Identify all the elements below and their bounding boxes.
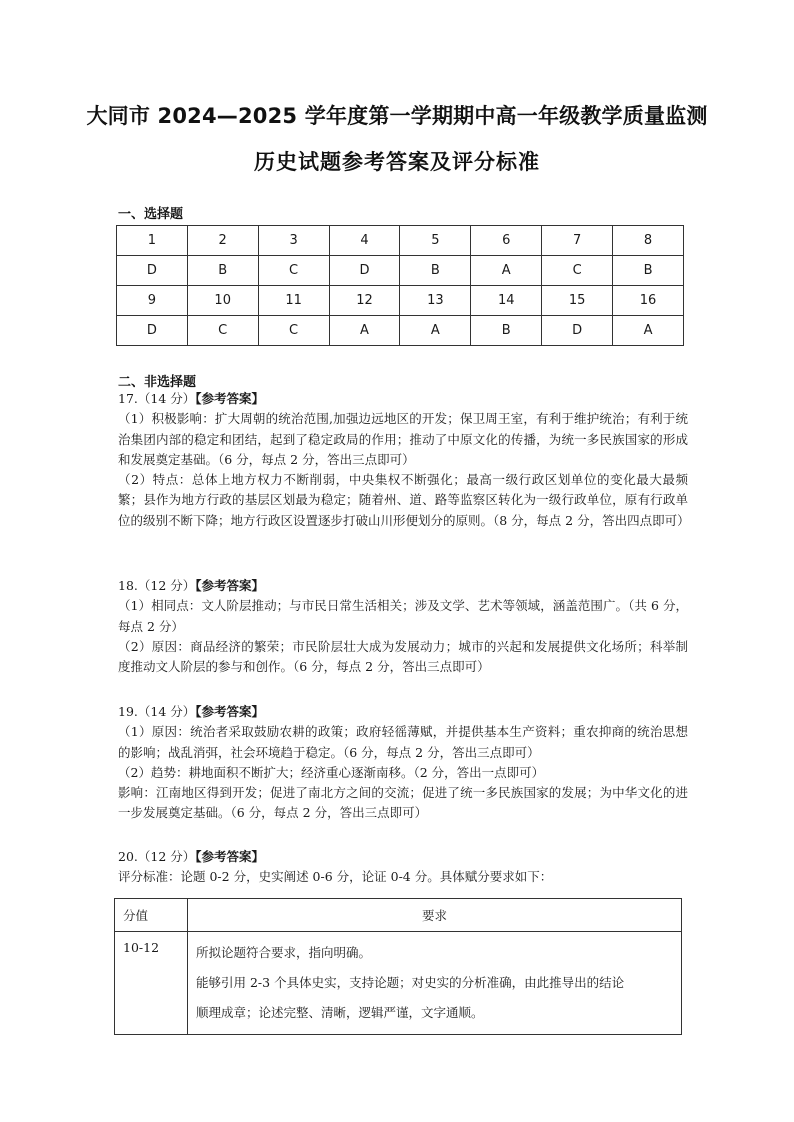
question-20-header bbox=[118, 847, 688, 867]
question-number-cell: 12 bbox=[329, 286, 400, 316]
question-number-cell: 2 bbox=[187, 226, 258, 256]
question-19 bbox=[118, 702, 688, 824]
question-number-cell: 5 bbox=[400, 226, 471, 256]
document-subtitle: 历史试题参考答案及评分标准 bbox=[254, 150, 540, 174]
answer-cell: B bbox=[471, 316, 542, 346]
question-number-cell: 15 bbox=[542, 286, 613, 316]
question-number-cell: 14 bbox=[471, 286, 542, 316]
question-number-row bbox=[117, 226, 684, 256]
question-number-row bbox=[117, 286, 684, 316]
question-20-criteria: 评分标准：论题 0-2 分，史实阐述 0-6 分，论证 0-4 分。具体赋分要求如下： bbox=[118, 869, 553, 885]
question-number-cell: 9 bbox=[117, 286, 188, 316]
rubric-row bbox=[115, 932, 682, 1035]
question-19-impact: 影响：江南地区得到开发；促进了南北方之间的交流；促进了统一多民族国家的发展；为中华文化的进一步发展奠定基础。（6 分，每点 2 分，答出三点即可） bbox=[118, 785, 688, 821]
answer-cell: B bbox=[613, 256, 684, 286]
question-18-header bbox=[118, 576, 688, 596]
rubric-requirement-line: 所拟论题符合要求，指向明确。 bbox=[196, 945, 372, 960]
rubric-header-score: 分值 bbox=[115, 899, 188, 932]
section-open-questions-heading: 二、非选择题 bbox=[118, 375, 197, 390]
question-17-part-1: （1）积极影响：扩大周朝的统治范围,加强边远地区的开发；保卫周王室，有利于维护统治；有利于统治集团内部的稳定和团结，起到了稳定政局的作用；推动了中原文化的传播，为统一多民族国家的形成和发展奠定基础。（6 分，每点 2 分，答出三点即可） bbox=[118, 411, 688, 467]
question-number-cell: 8 bbox=[613, 226, 684, 256]
answer-cell: A bbox=[471, 256, 542, 286]
scoring-rubric-table bbox=[114, 898, 682, 1035]
answer-cell: A bbox=[400, 316, 471, 346]
question-18-part-2: （2）原因：商品经济的繁荣；市民阶层壮大成为发展动力；城市的兴起和发展提供文化场所；科举制度推动文人阶层的参与和创作。（6 分，每点 2 分，答出三点即可） bbox=[118, 638, 688, 675]
question-17-header bbox=[118, 389, 688, 409]
question-19-answer-tag: 【参考答案】 bbox=[195, 704, 265, 719]
question-number-cell: 11 bbox=[258, 286, 329, 316]
question-20 bbox=[118, 847, 688, 888]
question-number-cell: 4 bbox=[329, 226, 400, 256]
question-17-answer-tag: 【参考答案】 bbox=[195, 391, 265, 406]
question-18 bbox=[118, 576, 688, 677]
rubric-header-requirement: 要求 bbox=[188, 899, 682, 932]
answer-row bbox=[117, 256, 684, 286]
question-number-cell: 13 bbox=[400, 286, 471, 316]
document-title: 大同市 2024—2025 学年度第一学期期中高一年级教学质量监测 bbox=[86, 104, 708, 128]
question-number-cell: 1 bbox=[117, 226, 188, 256]
answer-cell: D bbox=[329, 256, 400, 286]
question-number-cell: 16 bbox=[613, 286, 684, 316]
question-number-cell: 7 bbox=[542, 226, 613, 256]
rubric-score-cell: 10-12 bbox=[115, 932, 188, 1035]
answer-cell: D bbox=[117, 316, 188, 346]
answer-cell: D bbox=[117, 256, 188, 286]
question-19-part-2: （2）趋势：耕地面积不断扩大；经济重心逐渐南移。（2 分，答出一点即可） bbox=[118, 764, 545, 780]
question-17-part-2: （2）特点：总体上地方权力不断削弱，中央集权不断强化；最高一级行政区划单位的变化最大最频繁；县作为地方行政的基层区划最为稳定；随着州、道、路等监察区转化为一级行政单位，原有行政单位的级别不断下降；地方行政区设置逐步打破山川形便划分的原则。（8 分，每点 2 分，答出四点即可） bbox=[118, 472, 690, 528]
question-number-cell: 6 bbox=[471, 226, 542, 256]
rubric-requirement-cell bbox=[188, 932, 682, 1035]
question-18-part-1: （1）相同点：文人阶层推动；与市民日常生活相关；涉及文学、艺术等领域，涵盖范围广。（共 6 分，每点 2 分） bbox=[118, 598, 688, 634]
multiple-choice-answer-table bbox=[116, 225, 684, 346]
question-18-answer-tag: 【参考答案】 bbox=[195, 578, 265, 593]
question-18-number: 18.（12 分） bbox=[118, 578, 196, 593]
section-multiple-choice-heading: 一、选择题 bbox=[118, 207, 184, 222]
question-number-cell: 3 bbox=[258, 226, 329, 256]
answer-cell: C bbox=[258, 316, 329, 346]
answer-cell: B bbox=[400, 256, 471, 286]
answer-cell: A bbox=[613, 316, 684, 346]
answer-cell: C bbox=[187, 316, 258, 346]
question-17-number: 17.（14 分） bbox=[118, 391, 196, 406]
answer-cell: A bbox=[329, 316, 400, 346]
answer-cell: C bbox=[542, 256, 613, 286]
answer-cell: B bbox=[187, 256, 258, 286]
answer-row bbox=[117, 316, 684, 346]
rubric-requirement-line: 能够引用 2-3 个具体史实，支持论题；对史实的分析准确，由此推导出的结论 bbox=[196, 975, 625, 990]
rubric-header-row bbox=[115, 899, 682, 932]
answer-cell: C bbox=[258, 256, 329, 286]
question-20-number: 20.（12 分） bbox=[118, 849, 196, 864]
question-19-part-1: （1）原因：统治者采取鼓励农耕的政策；政府轻徭薄赋，并提供基本生产资料；重农抑商的统治思想的影响；战乱消弭，社会环境趋于稳定。（6 分，每点 2 分，答出三点即可） bbox=[118, 724, 688, 760]
question-number-cell: 10 bbox=[187, 286, 258, 316]
question-19-number: 19.（14 分） bbox=[118, 704, 196, 719]
rubric-requirement-line: 顺理成章；论述完整、清晰，逻辑严谨，文字通顺。 bbox=[196, 1005, 484, 1020]
question-20-answer-tag: 【参考答案】 bbox=[195, 849, 265, 864]
question-17 bbox=[118, 389, 688, 531]
answer-cell: D bbox=[542, 316, 613, 346]
question-19-header bbox=[118, 702, 688, 722]
